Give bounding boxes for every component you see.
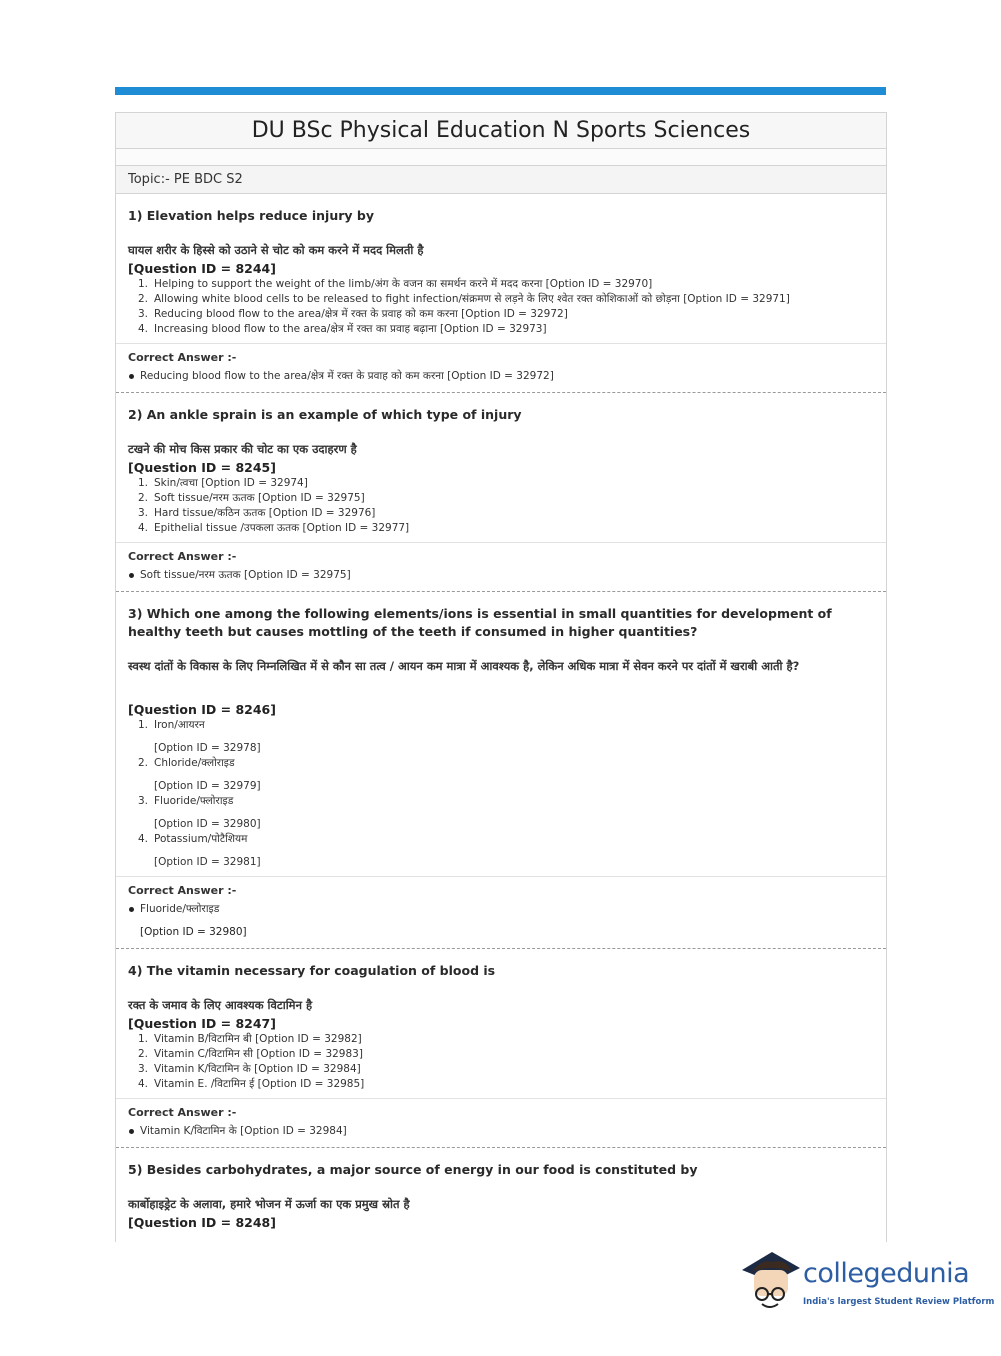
- topic-label: Topic:- PE BDC S2: [116, 166, 886, 194]
- question-text: 1) Elevation helps reduce injury by: [128, 208, 375, 223]
- question-paper: [115, 112, 887, 1242]
- question-block: [116, 194, 886, 393]
- page-title: DU BSc Physical Education N Sports Sciences: [116, 112, 886, 149]
- correct-answer-option-id: [Option ID = 32980]: [140, 926, 247, 938]
- option-item: 1. Skin/त्वचा [Option ID = 32974]: [138, 477, 308, 489]
- question-hindi: रक्त के जमाव के लिए आवश्यक विटामिन है: [128, 998, 313, 1012]
- question-block: [116, 949, 886, 1148]
- question-id: [Question ID = 8246]: [128, 702, 276, 717]
- option-item: 1. Helping to support the weight of the limb/अंग के वजन का समर्थन करने में मदद करना [Option ID = 32970]: [138, 278, 653, 290]
- option-id: [Option ID = 32979]: [154, 780, 261, 792]
- option-item: 2. Vitamin C/विटामिन सी [Option ID = 32983]: [138, 1048, 363, 1060]
- correct-answer-label: Correct Answer :-: [128, 1106, 237, 1119]
- option-id: [Option ID = 32981]: [154, 856, 261, 868]
- option-item: 4. Epithelial tissue /उपकला ऊतक [Option ID = 32977]: [138, 522, 410, 534]
- question-id: [Question ID = 8248]: [128, 1215, 276, 1230]
- question-text: 3) Which one among the following elements/ions is essential in small quantities for development of healthy teeth but causes mottling of the teeth if consumed in higher quantities?: [128, 606, 832, 639]
- option-id: [Option ID = 32978]: [154, 742, 261, 754]
- option-item: 4. Increasing blood flow to the area/क्षेत्र में रक्त का प्रवाह बढ़ाना [Option ID = 32973]: [138, 323, 547, 335]
- correct-answer-value: Reducing blood flow to the area/क्षेत्र में रक्त के प्रवाह को कम करना [Option ID = 32972]: [128, 368, 874, 384]
- correct-answer-label: Correct Answer :-: [128, 550, 237, 563]
- option-item: 3. Vitamin K/विटामिन के [Option ID = 32984]: [138, 1063, 361, 1075]
- option-item: 3. Reducing blood flow to the area/क्षेत्र में रक्त के प्रवाह को कम करना [Option ID = 32972]: [138, 308, 568, 320]
- option-item: 3. Hard tissue/कठिन ऊतक [Option ID = 32976]: [138, 507, 376, 519]
- option-list: [128, 476, 874, 536]
- option-item: 1. Iron/आयरन [Option ID = 32978]: [128, 718, 874, 756]
- option-list: [128, 277, 874, 337]
- question-text: 5) Besides carbohydrates, a major source of energy in our food is constituted by: [128, 1162, 698, 1177]
- question-hindi: घायल शरीर के हिस्से को उठाने से चोट को कम करने में मदद मिलती है: [128, 243, 424, 257]
- spacer-row: [116, 149, 886, 166]
- question-hindi: टखने की मोच किस प्रकार की चोट का एक उदाहरण है: [128, 442, 357, 456]
- question-hindi: कार्बोहाइड्रेट के अलावा, हमारे भोजन में ऊर्जा का एक प्रमुख स्रोत है: [128, 1197, 410, 1211]
- option-item: 4. Potassium/पोटैशियम [Option ID = 32981]: [128, 832, 874, 870]
- question-hindi: स्वस्थ दांतों के विकास के लिए निम्नलिखित में से कौन सा तत्व / आयन कम मात्रा में आवश्यक है, लेकिन अधिक मात्रा में सेवन करने पर दांतों में खराबी आती है?: [128, 659, 800, 673]
- option-item: 4. Vitamin E. /विटामिन ई [Option ID = 32985]: [138, 1078, 365, 1090]
- correct-answer-block: [116, 1098, 886, 1147]
- correct-answer-value: Vitamin K/विटामिन के [Option ID = 32984]: [128, 1123, 874, 1139]
- correct-answer-value: Fluoride/फ्लोराइड: [128, 901, 874, 917]
- option-id: [Option ID = 32980]: [154, 818, 261, 830]
- correct-answer-label: Correct Answer :-: [128, 351, 237, 364]
- question-text: 4) The vitamin necessary for coagulation of blood is: [128, 963, 496, 978]
- option-list: [128, 1032, 874, 1092]
- correct-answer-label: Correct Answer :-: [128, 884, 237, 897]
- option-item: 3. Fluoride/फ्लोराइड [Option ID = 32980]: [128, 794, 874, 832]
- correct-answer-block: [116, 542, 886, 591]
- mascot-icon: [742, 1252, 800, 1307]
- correct-answer-block: [116, 343, 886, 392]
- option-item: 2. Soft tissue/नरम ऊतक [Option ID = 32975]: [138, 492, 365, 504]
- question-text: 2) An ankle sprain is an example of which type of injury: [128, 407, 522, 422]
- question-id: [Question ID = 8247]: [128, 1016, 276, 1031]
- option-item: 1. Vitamin B/विटामिन बी [Option ID = 32982]: [138, 1033, 362, 1045]
- question-block: [116, 592, 886, 949]
- brand-tagline: India's largest Student Review Platform: [803, 1297, 995, 1307]
- question-block: [116, 393, 886, 592]
- question-id: [Question ID = 8245]: [128, 460, 276, 475]
- question-block: [116, 1148, 886, 1237]
- option-item: 2. Allowing white blood cells to be released to fight infection/संक्रमण से लड़ने के लिए श्वेत रक्त कोशिकाओं को छोड़ना [Option ID = 32971]: [138, 293, 790, 305]
- question-id: [Question ID = 8244]: [128, 261, 276, 276]
- top-accent-bar: [115, 87, 886, 95]
- brand-name[interactable]: collegedunia: [803, 1258, 970, 1289]
- option-list: [128, 718, 874, 870]
- correct-answer-block: [116, 876, 886, 948]
- correct-answer-value: Soft tissue/नरम ऊतक [Option ID = 32975]: [128, 567, 874, 583]
- option-item: 2. Chloride/क्लोराइड [Option ID = 32979]: [128, 756, 874, 794]
